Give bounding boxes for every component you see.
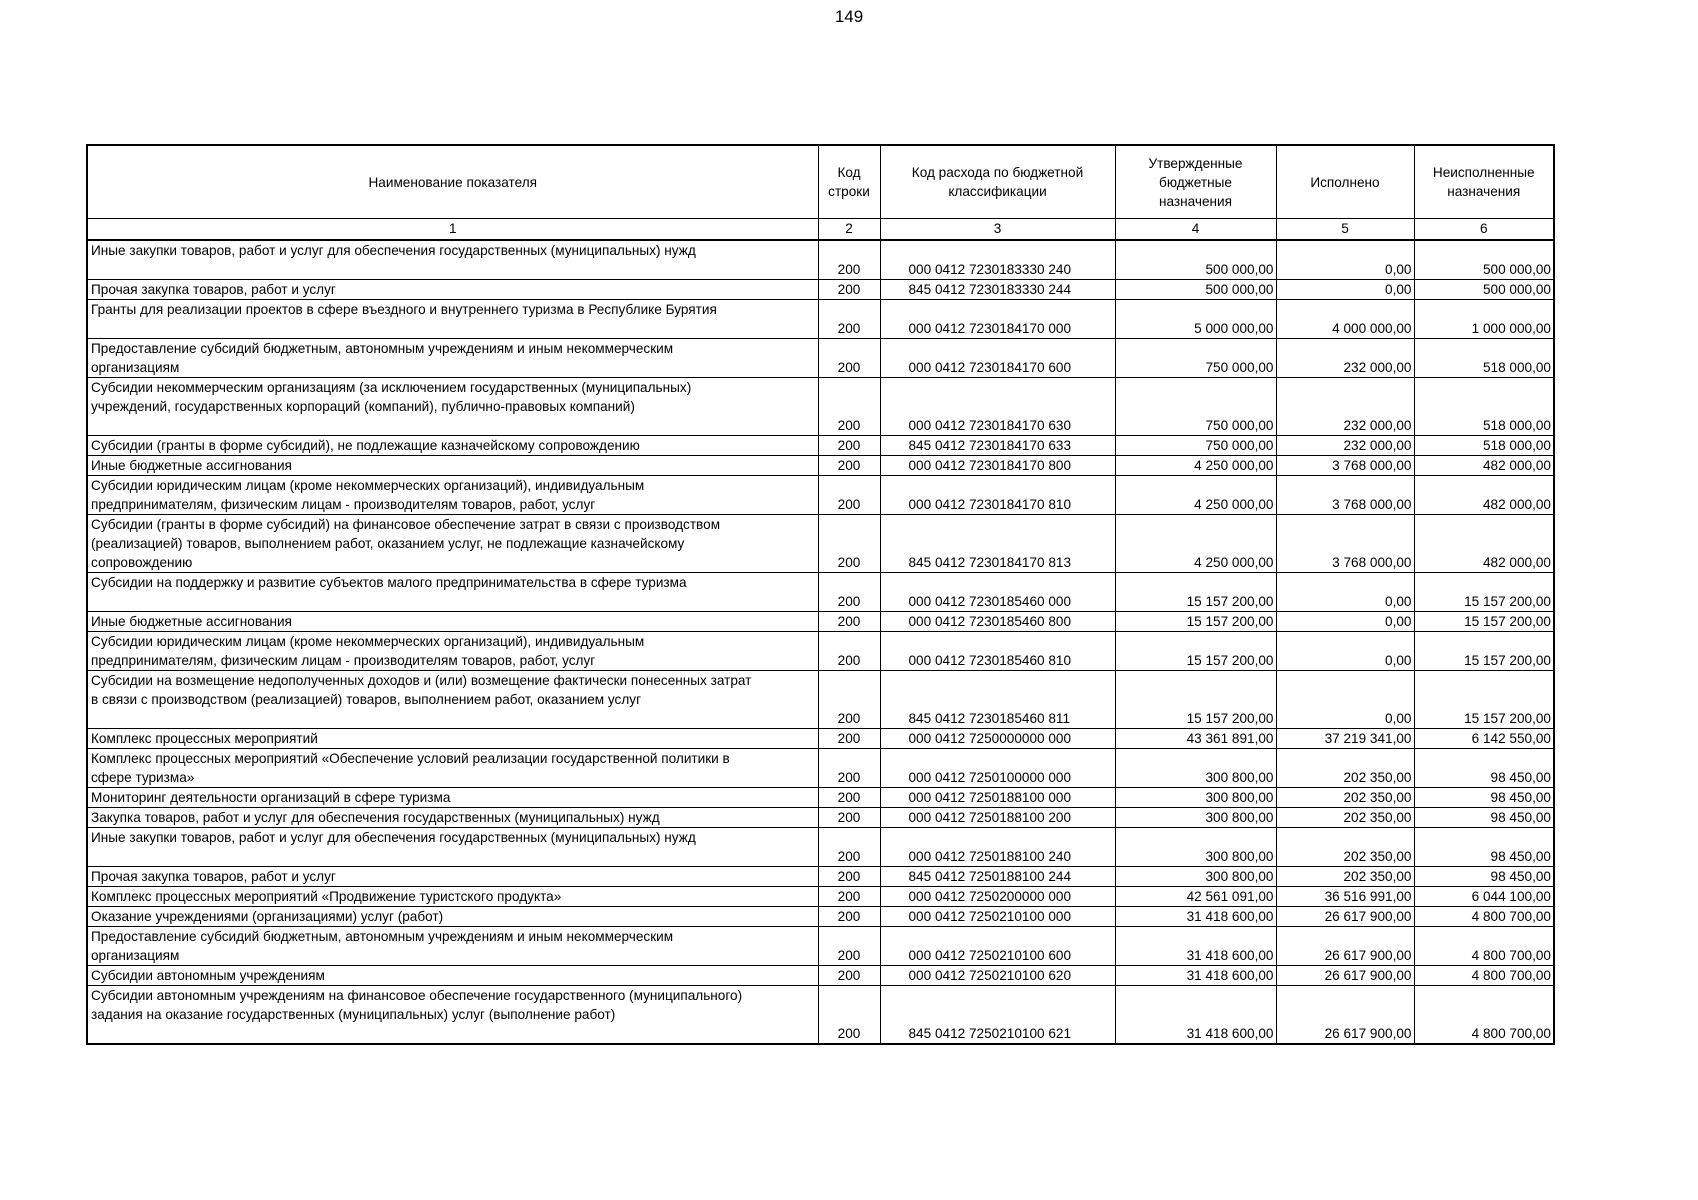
budget-code: 000 0412 7250210100 620 — [880, 966, 1115, 986]
unexecuted-amount: 518 000,00 — [1414, 436, 1554, 456]
approved-amount: 4 250 000,00 — [1115, 476, 1276, 515]
table-row — [87, 749, 1554, 788]
approved-amount: 300 800,00 — [1115, 808, 1276, 828]
table-row — [87, 729, 1554, 749]
budget-code: 000 0412 7250188100 200 — [880, 808, 1115, 828]
budget-code: 845 0412 7230184170 633 — [880, 436, 1115, 456]
approved-amount: 4 250 000,00 — [1115, 456, 1276, 476]
row-name: Субсидии автономным учреждениям — [87, 966, 818, 986]
page-number: 149 — [834, 7, 864, 26]
row-code: 200 — [818, 339, 880, 378]
row-code: 200 — [818, 612, 880, 632]
executed-amount: 202 350,00 — [1276, 788, 1414, 808]
budget-code: 000 0412 7230185460 800 — [880, 612, 1115, 632]
table-row — [87, 573, 1554, 612]
column-header-approved: Утвержденные бюджетные назначения — [1115, 145, 1276, 219]
row-code: 200 — [818, 300, 880, 339]
row-code: 200 — [818, 378, 880, 436]
unexecuted-amount: 482 000,00 — [1414, 456, 1554, 476]
column-header-unexecuted: Неисполненные назначения — [1414, 145, 1554, 219]
row-code: 200 — [818, 456, 880, 476]
approved-amount: 15 157 200,00 — [1115, 671, 1276, 729]
row-name: Иные бюджетные ассигнования — [87, 456, 818, 476]
row-code: 200 — [818, 749, 880, 788]
executed-amount: 202 350,00 — [1276, 808, 1414, 828]
approved-amount: 42 561 091,00 — [1115, 887, 1276, 907]
executed-amount: 0,00 — [1276, 280, 1414, 300]
row-code: 200 — [818, 573, 880, 612]
executed-amount: 232 000,00 — [1276, 436, 1414, 456]
approved-amount: 300 800,00 — [1115, 788, 1276, 808]
executed-amount: 3 768 000,00 — [1276, 456, 1414, 476]
row-name: Комплекс процессных мероприятий «Продвижение туристского продукта» — [87, 887, 818, 907]
budget-code: 000 0412 7250200000 000 — [880, 887, 1115, 907]
unexecuted-amount: 518 000,00 — [1414, 339, 1554, 378]
budget-code: 000 0412 7250188100 240 — [880, 828, 1115, 867]
table-row — [87, 887, 1554, 907]
budget-code: 000 0412 7250000000 000 — [880, 729, 1115, 749]
approved-amount: 4 250 000,00 — [1115, 515, 1276, 573]
column-header-budget-code: Код расхода по бюджетной классификации — [880, 145, 1115, 219]
budget-code: 000 0412 7230184170 000 — [880, 300, 1115, 339]
executed-amount: 36 516 991,00 — [1276, 887, 1414, 907]
executed-amount: 202 350,00 — [1276, 867, 1414, 887]
approved-amount: 750 000,00 — [1115, 378, 1276, 436]
row-name: Субсидии юридическим лицам (кроме некоммерческих организаций), индивидуальным предпринимателям, физическим лицам - производителям товаров, работ, услуг — [87, 476, 818, 515]
row-code: 200 — [818, 240, 880, 280]
unexecuted-amount: 98 450,00 — [1414, 808, 1554, 828]
header-row — [87, 145, 1554, 219]
row-name: Субсидии (гранты в форме субсидий), не подлежащие казначейскому сопровождению — [87, 436, 818, 456]
row-name: Субсидии некоммерческим организациям (за исключением государственных (муниципальных) учреждений, государственных корпораций (компаний), публично-правовых компаний) — [87, 378, 818, 436]
unexecuted-amount: 98 450,00 — [1414, 788, 1554, 808]
column-header-row-code: Код строки — [818, 145, 880, 219]
unexecuted-amount: 482 000,00 — [1414, 515, 1554, 573]
unexecuted-amount: 98 450,00 — [1414, 867, 1554, 887]
budget-code: 000 0412 7250210100 000 — [880, 907, 1115, 927]
budget-code: 000 0412 7250210100 600 — [880, 927, 1115, 966]
unexecuted-amount: 98 450,00 — [1414, 749, 1554, 788]
approved-amount: 31 418 600,00 — [1115, 986, 1276, 1045]
row-name: Комплекс процессных мероприятий «Обеспечение условий реализации государственной политики в сфере туризма» — [87, 749, 818, 788]
unexecuted-amount: 482 000,00 — [1414, 476, 1554, 515]
budget-execution-table — [86, 144, 1555, 1045]
budget-code: 000 0412 7230184170 600 — [880, 339, 1115, 378]
unexecuted-amount: 4 800 700,00 — [1414, 986, 1554, 1045]
budget-code: 000 0412 7230185460 810 — [880, 632, 1115, 671]
row-name: Субсидии автономным учреждениям на финансовое обеспечение государственного (муниципального) задания на оказание государственных (муниципальных) услуг (выполнение работ) — [87, 986, 818, 1045]
row-name: Гранты для реализации проектов в сфере въездного и внутреннего туризма в Республике Бурятия — [87, 300, 818, 339]
table-row — [87, 339, 1554, 378]
unexecuted-amount: 15 157 200,00 — [1414, 632, 1554, 671]
unexecuted-amount: 98 450,00 — [1414, 828, 1554, 867]
executed-amount: 0,00 — [1276, 573, 1414, 612]
row-name: Иные закупки товаров, работ и услуг для обеспечения государственных (муниципальных) нужд — [87, 240, 818, 280]
executed-amount: 3 768 000,00 — [1276, 515, 1414, 573]
unexecuted-amount: 500 000,00 — [1414, 280, 1554, 300]
row-name: Прочая закупка товаров, работ и услуг — [87, 280, 818, 300]
approved-amount: 750 000,00 — [1115, 339, 1276, 378]
table-row — [87, 436, 1554, 456]
row-code: 200 — [818, 867, 880, 887]
budget-code: 000 0412 7230183330 240 — [880, 240, 1115, 280]
executed-amount: 37 219 341,00 — [1276, 729, 1414, 749]
row-name: Мониторинг деятельности организаций в сфере туризма — [87, 788, 818, 808]
table-body — [87, 240, 1554, 1044]
budget-code: 845 0412 7230185460 811 — [880, 671, 1115, 729]
unexecuted-amount: 518 000,00 — [1414, 378, 1554, 436]
unexecuted-amount: 4 800 700,00 — [1414, 966, 1554, 986]
executed-amount: 202 350,00 — [1276, 828, 1414, 867]
column-number: 4 — [1115, 219, 1276, 241]
row-name: Субсидии юридическим лицам (кроме некоммерческих организаций), индивидуальным предпринимателям, физическим лицам - производителям товаров, работ, услуг — [87, 632, 818, 671]
executed-amount: 0,00 — [1276, 671, 1414, 729]
unexecuted-amount: 6 044 100,00 — [1414, 887, 1554, 907]
approved-amount: 500 000,00 — [1115, 280, 1276, 300]
executed-amount: 232 000,00 — [1276, 378, 1414, 436]
executed-amount: 26 617 900,00 — [1276, 966, 1414, 986]
approved-amount: 15 157 200,00 — [1115, 573, 1276, 612]
row-code: 200 — [818, 729, 880, 749]
budget-code: 000 0412 7250188100 000 — [880, 788, 1115, 808]
budget-code: 845 0412 7230183330 244 — [880, 280, 1115, 300]
row-name: Оказание учреждениями (организациями) услуг (работ) — [87, 907, 818, 927]
row-code: 200 — [818, 966, 880, 986]
unexecuted-amount: 15 157 200,00 — [1414, 573, 1554, 612]
budget-code: 000 0412 7230184170 800 — [880, 456, 1115, 476]
unexecuted-amount: 15 157 200,00 — [1414, 671, 1554, 729]
row-code: 200 — [818, 515, 880, 573]
unexecuted-amount: 500 000,00 — [1414, 240, 1554, 280]
column-number: 3 — [880, 219, 1115, 241]
row-name: Предоставление субсидий бюджетным, автономным учреждениям и иным некоммерческим организациям — [87, 927, 818, 966]
column-number: 6 — [1414, 219, 1554, 241]
unexecuted-amount: 6 142 550,00 — [1414, 729, 1554, 749]
row-code: 200 — [818, 280, 880, 300]
row-code: 200 — [818, 986, 880, 1045]
row-name: Иные бюджетные ассигнования — [87, 612, 818, 632]
table-row — [87, 476, 1554, 515]
budget-code: 845 0412 7250188100 244 — [880, 867, 1115, 887]
table-row — [87, 986, 1554, 1045]
column-header-name: Наименование показателя — [87, 145, 818, 219]
column-number: 1 — [87, 219, 818, 241]
table-row — [87, 788, 1554, 808]
executed-amount: 0,00 — [1276, 612, 1414, 632]
approved-amount: 31 418 600,00 — [1115, 907, 1276, 927]
row-code: 200 — [818, 632, 880, 671]
column-number: 2 — [818, 219, 880, 241]
table-row — [87, 280, 1554, 300]
executed-amount: 232 000,00 — [1276, 339, 1414, 378]
table-row — [87, 966, 1554, 986]
row-code: 200 — [818, 927, 880, 966]
column-number: 5 — [1276, 219, 1414, 241]
executed-amount: 26 617 900,00 — [1276, 927, 1414, 966]
row-name: Субсидии на поддержку и развитие субъектов малого предпринимательства в сфере туризма — [87, 573, 818, 612]
budget-code: 000 0412 7250100000 000 — [880, 749, 1115, 788]
approved-amount: 15 157 200,00 — [1115, 612, 1276, 632]
table-row — [87, 515, 1554, 573]
unexecuted-amount: 15 157 200,00 — [1414, 612, 1554, 632]
approved-amount: 300 800,00 — [1115, 749, 1276, 788]
budget-code: 000 0412 7230185460 000 — [880, 573, 1115, 612]
column-number-row — [87, 219, 1554, 241]
row-code: 200 — [818, 671, 880, 729]
budget-code: 000 0412 7230184170 630 — [880, 378, 1115, 436]
unexecuted-amount: 1 000 000,00 — [1414, 300, 1554, 339]
row-code: 200 — [818, 907, 880, 927]
executed-amount: 3 768 000,00 — [1276, 476, 1414, 515]
table-row — [87, 456, 1554, 476]
executed-amount: 0,00 — [1276, 240, 1414, 280]
approved-amount: 31 418 600,00 — [1115, 966, 1276, 986]
approved-amount: 31 418 600,00 — [1115, 927, 1276, 966]
budget-code: 845 0412 7230184170 813 — [880, 515, 1115, 573]
executed-amount: 0,00 — [1276, 632, 1414, 671]
row-name: Иные закупки товаров, работ и услуг для обеспечения государственных (муниципальных) нужд — [87, 828, 818, 867]
row-name: Субсидии на возмещение недополученных доходов и (или) возмещение фактически понесенных затрат в связи с производством (реализацией) товаров, выполнением работ, оказанием услуг — [87, 671, 818, 729]
row-name: Прочая закупка товаров, работ и услуг — [87, 867, 818, 887]
row-code: 200 — [818, 436, 880, 456]
approved-amount: 300 800,00 — [1115, 867, 1276, 887]
table-row — [87, 300, 1554, 339]
executed-amount: 202 350,00 — [1276, 749, 1414, 788]
executed-amount: 26 617 900,00 — [1276, 907, 1414, 927]
executed-amount: 26 617 900,00 — [1276, 986, 1414, 1045]
row-name: Закупка товаров, работ и услуг для обеспечения государственных (муниципальных) нужд — [87, 808, 818, 828]
table-row — [87, 927, 1554, 966]
approved-amount: 43 361 891,00 — [1115, 729, 1276, 749]
table-row — [87, 808, 1554, 828]
table-row — [87, 632, 1554, 671]
row-name: Комплекс процессных мероприятий — [87, 729, 818, 749]
approved-amount: 750 000,00 — [1115, 436, 1276, 456]
table-row — [87, 907, 1554, 927]
budget-code: 845 0412 7250210100 621 — [880, 986, 1115, 1045]
row-code: 200 — [818, 476, 880, 515]
row-name: Предоставление субсидий бюджетным, автономным учреждениям и иным некоммерческим организациям — [87, 339, 818, 378]
executed-amount: 4 000 000,00 — [1276, 300, 1414, 339]
table-row — [87, 240, 1554, 280]
budget-code: 000 0412 7230184170 810 — [880, 476, 1115, 515]
table-row — [87, 867, 1554, 887]
unexecuted-amount: 4 800 700,00 — [1414, 907, 1554, 927]
table-row — [87, 828, 1554, 867]
unexecuted-amount: 4 800 700,00 — [1414, 927, 1554, 966]
approved-amount: 15 157 200,00 — [1115, 632, 1276, 671]
table-row — [87, 671, 1554, 729]
row-code: 200 — [818, 887, 880, 907]
row-name: Субсидии (гранты в форме субсидий) на финансовое обеспечение затрат в связи с производством (реализацией) товаров, выполнением работ, оказанием услуг, не подлежащие казначейскому сопровождению — [87, 515, 818, 573]
column-header-executed: Исполнено — [1276, 145, 1414, 219]
approved-amount: 500 000,00 — [1115, 240, 1276, 280]
approved-amount: 300 800,00 — [1115, 828, 1276, 867]
approved-amount: 5 000 000,00 — [1115, 300, 1276, 339]
row-code: 200 — [818, 808, 880, 828]
row-code: 200 — [818, 788, 880, 808]
row-code: 200 — [818, 828, 880, 867]
table-row — [87, 612, 1554, 632]
table-row — [87, 378, 1554, 436]
